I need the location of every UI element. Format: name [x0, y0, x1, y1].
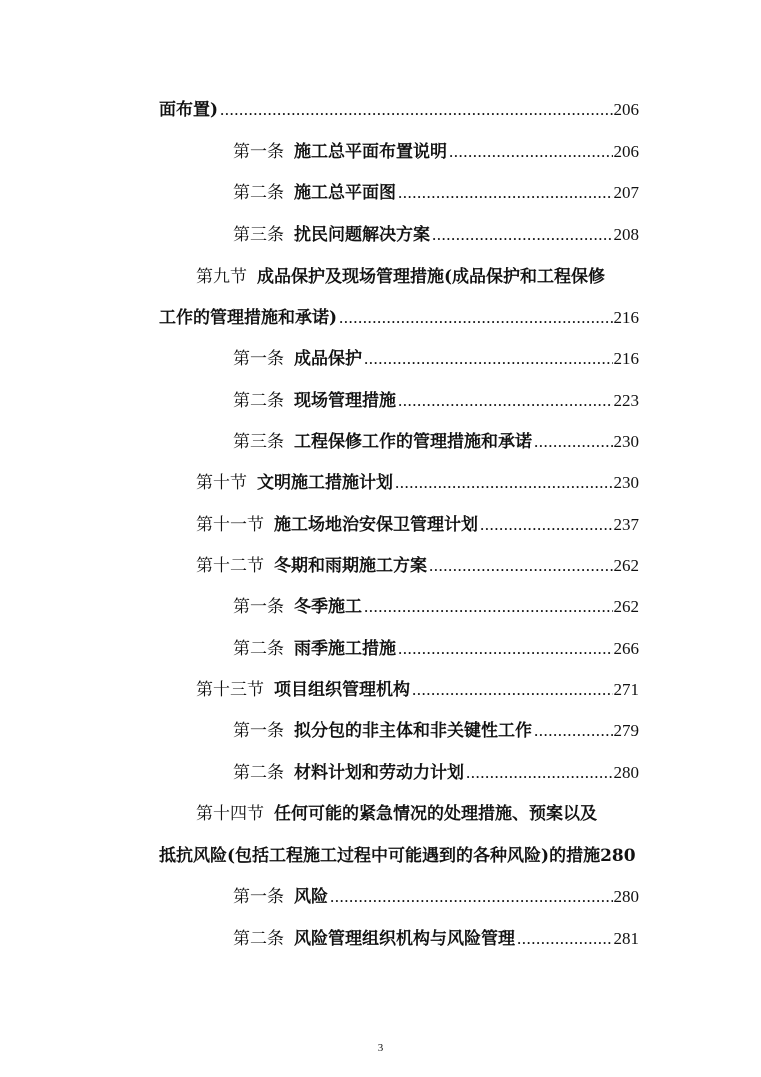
toc-entry[interactable]	[196, 514, 639, 536]
toc-entry[interactable]	[233, 348, 639, 370]
toc-entry-page: 237	[613, 515, 639, 534]
toc-dot-leader	[364, 348, 613, 370]
toc-entry-label: 第二条	[233, 763, 284, 783]
toc-entry-label: 第十一节	[196, 515, 264, 535]
toc-entry-title: 雨季施工措施	[294, 639, 396, 659]
toc-section-heading[interactable]	[196, 266, 646, 288]
toc-dot-leader	[432, 224, 613, 246]
toc-entry-page: 230	[613, 432, 639, 451]
toc-entry-title: 拟分包的非主体和非关键性工作	[294, 721, 532, 741]
toc-entry[interactable]	[233, 224, 639, 246]
toc-entry[interactable]	[233, 720, 639, 742]
toc-dot-leader	[330, 886, 613, 908]
toc-dot-leader	[398, 182, 613, 204]
toc-entry-title: 面布置)	[159, 100, 219, 120]
toc-entry-title: 风险	[294, 887, 328, 907]
toc-dot-leader	[429, 555, 613, 577]
toc-entry-title: 施工场地治安保卫管理计划	[274, 515, 478, 535]
toc-entry[interactable]	[233, 390, 639, 412]
toc-dot-leader	[466, 762, 613, 784]
toc-entry[interactable]	[196, 679, 639, 701]
toc-entry-label: 第二条	[233, 639, 284, 659]
toc-dot-leader	[339, 307, 612, 329]
toc-entry-page: 281	[613, 929, 639, 948]
toc-entry-page: 279	[613, 721, 639, 740]
toc-entry-label: 第一条	[233, 349, 284, 369]
toc-entry-title: 文明施工措施计划	[257, 473, 393, 493]
toc-entry[interactable]	[233, 638, 639, 660]
toc-entry[interactable]	[233, 596, 639, 618]
toc-entry-page: 216	[613, 349, 639, 368]
toc-entry-page: 262	[613, 556, 639, 575]
toc-entry[interactable]	[159, 99, 639, 121]
toc-entry[interactable]	[233, 141, 639, 163]
toc-dot-leader	[398, 390, 613, 412]
toc-entry-page: 266	[613, 639, 639, 658]
page-number: 3	[377, 1042, 384, 1054]
toc-entry-page: 206	[613, 100, 639, 119]
toc-entry-label: 第十节	[196, 473, 247, 493]
toc-entry-page: 208	[613, 225, 639, 244]
toc-entry[interactable]	[233, 431, 639, 453]
toc-entry-label: 第一条	[233, 721, 284, 741]
toc-entry-label: 第一条	[233, 597, 284, 617]
toc-entry-title: 材料计划和劳动力计划	[294, 763, 464, 783]
toc-entry-page: 271	[613, 680, 639, 699]
toc-entry[interactable]	[233, 928, 639, 950]
toc-entry-label: 第十三节	[196, 680, 264, 700]
toc-dot-leader	[412, 679, 613, 701]
toc-entry-title: 任何可能的紧急情况的处理措施、预案以及	[274, 804, 597, 824]
toc-entry-label: 第二条	[233, 391, 284, 411]
toc-entry-page: 280	[613, 763, 639, 782]
toc-entry[interactable]	[196, 472, 639, 494]
toc-entry-page: 230	[613, 473, 639, 492]
toc-entry-page: 207	[613, 183, 639, 202]
toc-entry-label: 第二条	[233, 183, 284, 203]
toc-entry-label: 第十四节	[196, 804, 264, 824]
toc-entry-title: 工作的管理措施和承诺)	[159, 308, 338, 328]
toc-entry-label: 第一条	[233, 142, 284, 162]
toc-dot-leader	[220, 99, 612, 121]
toc-entry-page: 206	[613, 142, 639, 161]
toc-entry-page: 223	[613, 391, 639, 410]
toc-dot-leader	[395, 472, 613, 494]
toc-entry[interactable]	[233, 886, 639, 908]
toc-dot-leader	[364, 596, 613, 618]
toc-dot-leader	[534, 720, 613, 742]
toc-dot-leader	[517, 928, 613, 950]
toc-entry-title: 施工总平面图	[294, 183, 396, 203]
toc-entry-page: 262	[613, 597, 639, 616]
toc-entry-title: 成品保护及现场管理措施(成品保护和工程保修	[257, 267, 606, 287]
toc-entry[interactable]	[196, 555, 639, 577]
toc-dot-leader	[449, 141, 613, 163]
toc-entry-page: 280	[613, 887, 639, 906]
toc-entry-label: 第三条	[233, 432, 284, 452]
toc-entry-title: 风险管理组织机构与风险管理	[294, 929, 515, 949]
toc-entry-title: 扰民问题解决方案	[294, 225, 430, 245]
toc-entry-title: 冬季施工	[294, 597, 362, 617]
toc-dot-leader	[398, 638, 613, 660]
toc-entry[interactable]	[159, 845, 636, 867]
toc-entry-label: 第三条	[233, 225, 284, 245]
toc-entry-title: 抵抗风险(包括工程施工过程中可能遇到的各种风险)的措施280	[159, 846, 636, 866]
toc-entry-label: 第一条	[233, 887, 284, 907]
toc-entry-title: 工程保修工作的管理措施和承诺	[294, 432, 532, 452]
toc-entry-title: 冬期和雨期施工方案	[274, 556, 427, 576]
toc-entry-label: 第九节	[196, 267, 247, 287]
toc-dot-leader	[534, 431, 613, 453]
toc-entry[interactable]	[233, 762, 639, 784]
toc-entry-title: 现场管理措施	[294, 391, 396, 411]
toc-entry-label: 第十二节	[196, 556, 264, 576]
toc-entry-title: 项目组织管理机构	[274, 680, 410, 700]
toc-entry-page: 216	[613, 308, 639, 327]
toc-entry[interactable]	[159, 307, 639, 329]
toc-entry-label: 第二条	[233, 929, 284, 949]
toc-entry[interactable]	[233, 182, 639, 204]
toc-dot-leader	[480, 514, 613, 536]
toc-entry-title: 施工总平面布置说明	[294, 142, 447, 162]
toc-section-heading[interactable]	[196, 803, 646, 825]
toc-entry-title: 成品保护	[294, 349, 362, 369]
